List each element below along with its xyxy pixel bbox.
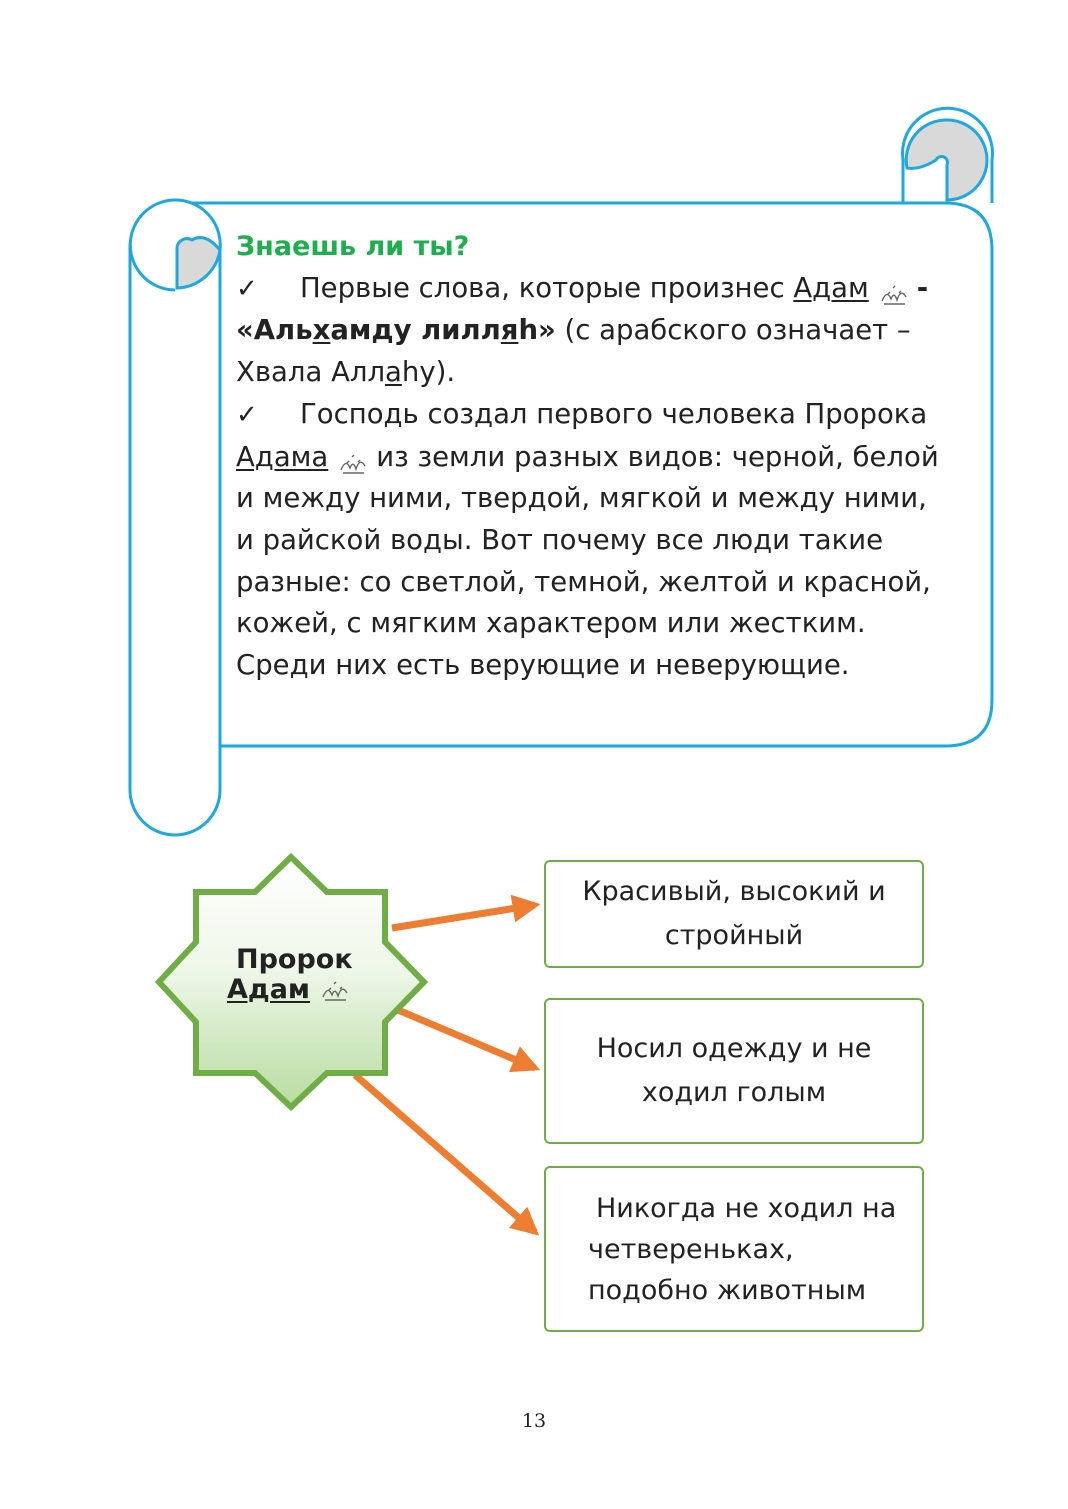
fact-box-1-line2: стройный — [664, 920, 804, 951]
scroll-top-curl — [902, 108, 992, 203]
star-label-line1: Пророк — [236, 944, 353, 975]
star-label-line2: Адам — [200, 975, 400, 1005]
fact1-text-b: (с арабского означает – Хвала Алл — [236, 314, 911, 389]
scroll-left-curl — [130, 200, 220, 290]
page-number: 13 — [521, 1410, 547, 1432]
fact-1 — [236, 268, 946, 394]
fact-box-3-line3: подобно животным — [588, 1274, 867, 1306]
fact1-text-c: а — [385, 356, 402, 389]
fact-box-3-line2: четвереньках, — [588, 1233, 794, 1265]
fact-box-3 — [544, 1166, 924, 1332]
arrow-2 — [398, 1010, 535, 1068]
fact2-text-b: из земли разных видов: черной, белой и между ними, твердой, мягкой и между ними, и райской воды. Вот почему все люди такие разные: со светлой, темной, желтой и красной, кожей, с мягким характером или жестким. Среди них есть верующие и неверующие. — [236, 440, 939, 682]
did-you-know-title: Знаешь ли ты? — [236, 231, 470, 262]
fact1-quote: «Альхамду лилляh» — [236, 314, 556, 347]
arrow-1 — [392, 905, 535, 928]
fact1-adam: Адам — [793, 271, 869, 304]
honorific-icon — [320, 980, 350, 1002]
fact1-text-a: Первые слова, которые произнес — [300, 271, 794, 304]
honorific-icon — [879, 278, 909, 300]
arrow-3 — [355, 1075, 535, 1232]
fact-box-2-line1: Носил одежду и не — [596, 1033, 872, 1064]
fact-box-1-line1: Красивый, высокий и — [582, 876, 886, 907]
honorific-icon — [338, 447, 368, 469]
fact1-dash: - — [916, 271, 929, 304]
fact-box-1 — [544, 860, 924, 968]
fact-box-2-line2: ходил голым — [641, 1077, 827, 1108]
check-icon: ✓ — [236, 273, 258, 304]
did-you-know-box — [236, 226, 946, 687]
fact1-text-d: hу). — [401, 356, 456, 389]
fact-box-2 — [544, 998, 924, 1144]
fact2-text-a: Господь создал первого человека Пророка — [300, 397, 928, 430]
fact2-adam: Адама — [236, 440, 329, 473]
fact-2 — [236, 394, 946, 687]
fact-box-3-line1: Никогда не ходил на — [596, 1192, 897, 1224]
star-label — [200, 945, 400, 1005]
check-icon: ✓ — [236, 399, 258, 430]
